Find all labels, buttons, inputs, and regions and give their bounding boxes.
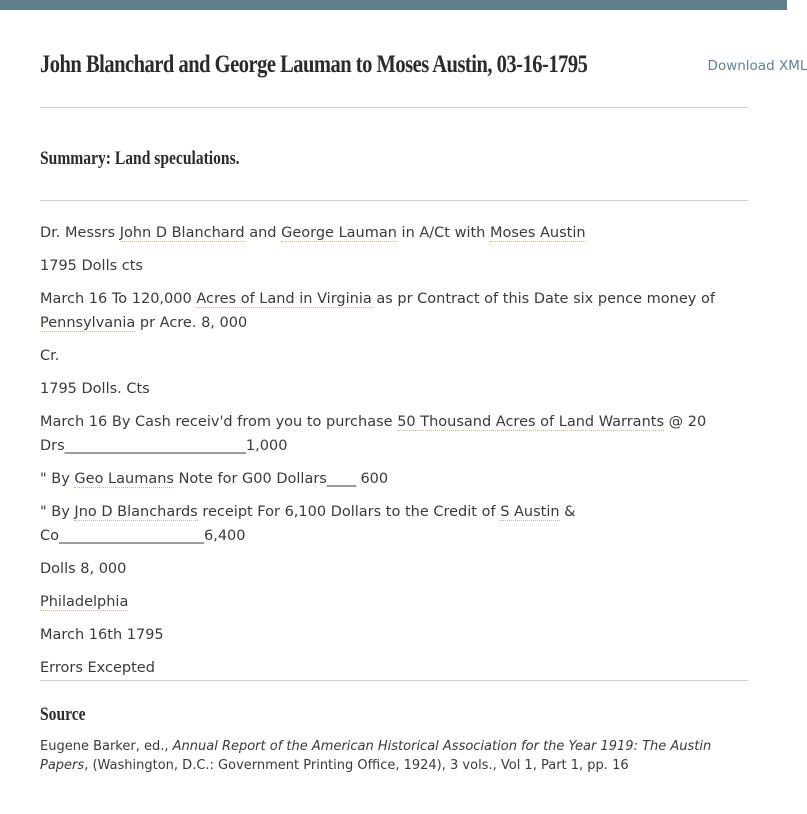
transcript-line (40, 467, 748, 491)
summary-section (40, 108, 748, 201)
text: March 16 By Cash receiv'd from you to purchase (40, 414, 398, 430)
place-link[interactable]: Philadelphia (40, 594, 129, 610)
place-link[interactable]: Pennsylvania (40, 315, 136, 331)
person-link[interactable]: Geo Laumans (74, 471, 174, 487)
text: March 16 To 120,000 (40, 291, 197, 307)
transcript-line (40, 410, 748, 458)
transcript-line: Dolls 8, 000 (40, 561, 127, 577)
text: Note for G00 Dollars____ 600 (173, 471, 389, 487)
transcript-body (40, 201, 748, 681)
document-summary: Summary: Land speculations. (40, 148, 240, 169)
transcript-line (40, 287, 748, 335)
text: receipt For 6,100 Dollars to the Credit of (197, 504, 501, 520)
person-link[interactable]: Jno D Blanchards (74, 504, 198, 520)
text: & Co____________________6,400 (40, 504, 576, 544)
transcript-line: March 16th 1795 (40, 627, 164, 643)
text: as pr Contract of this Date six pence money of (371, 291, 715, 307)
transcript-line (40, 221, 748, 245)
download-xml-link[interactable]: Download XML (707, 58, 807, 74)
transcript-line: Cr. (40, 348, 60, 364)
source-heading: Source (40, 704, 86, 725)
text: " By (40, 471, 75, 487)
transcript-line (40, 500, 748, 548)
text: in A/Ct with (396, 225, 490, 241)
source-citation (40, 737, 748, 775)
person-link[interactable]: George Lauman (281, 225, 397, 241)
text: Dr. Messrs (40, 225, 120, 241)
transcript-line: Errors Excepted (40, 660, 155, 676)
text: pr Acre. 8, 000 (135, 315, 248, 331)
person-link[interactable]: Moses Austin (489, 225, 586, 241)
top-accent-bar (0, 0, 787, 10)
source-publication: , (Washington, D.C.: Government Printing Office, 1924), 3 vols., Vol 1, Part 1, pp. 16 (84, 758, 629, 773)
person-link[interactable]: John D Blanchard (119, 225, 245, 241)
place-link[interactable]: Acres of Land in Virginia (196, 291, 372, 307)
text: and (244, 225, 282, 241)
person-link[interactable]: S Austin (500, 504, 560, 520)
text: " By (40, 504, 75, 520)
document-page (40, 10, 807, 775)
term-link[interactable]: 50 Thousand Acres of Land Warrants (397, 414, 664, 430)
text: @ 20 Drs_________________________1,000 (40, 414, 707, 454)
source-editor: Eugene Barker, ed., (40, 739, 173, 754)
document-header (40, 10, 807, 108)
source-book-title: Annual Report of the American Historical Association for the Year 1919: The Austin Papers (40, 739, 712, 773)
document-title: John Blanchard and George Lauman to Moses Austin, 03-16-1795 (40, 51, 588, 78)
transcript-line: 1795 Dolls. Cts (40, 381, 150, 397)
transcript-line (40, 590, 748, 614)
transcript-line: 1795 Dolls cts (40, 258, 143, 274)
